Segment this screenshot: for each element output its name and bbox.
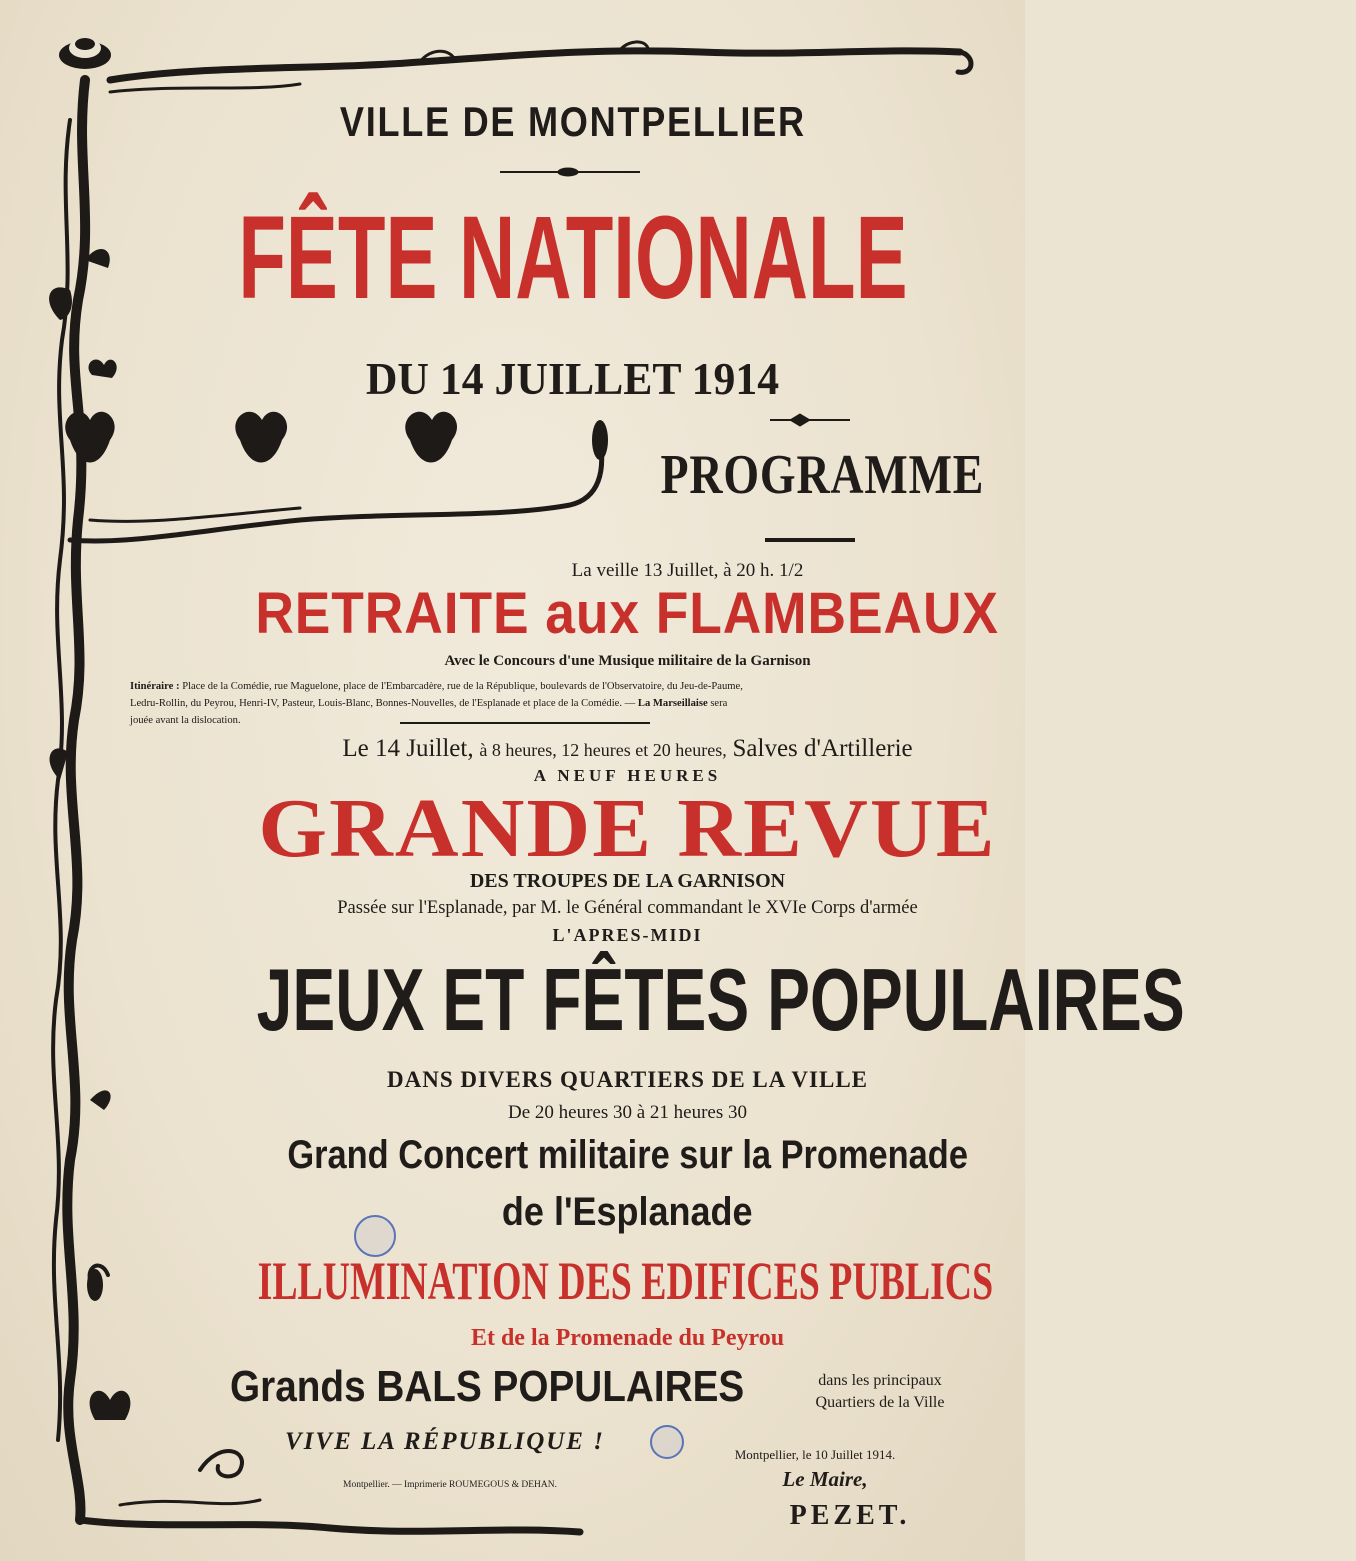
signed-place-date: Montpellier, le 10 Juillet 1914. — [734, 1447, 896, 1462]
concert-time: De 20 heures 30 à 21 heures 30 — [507, 1102, 747, 1123]
programme-heading: PROGRAMME — [660, 444, 985, 506]
event-date: DU 14 JUILLET 1914 — [365, 353, 780, 404]
peyrou-line: Et de la Promenade du Peyrou — [470, 1325, 785, 1351]
itineraire-paragraph: Itinéraire : Place de la Comédie, rue Maguelone, place de l'Embarcadère, rue de la République, boulevards de l'Observatoire, du Jeu-de-Paume, Ledru-Rollin, du Peyrou, Henri-IV, Pasteur, Louis-Blanc, Bonnes-Nouvelles, de l'Esplanade et place de la Comédie. — La Marseillaise sera jouée avant la dislocation. — [130, 681, 743, 726]
concert-line-2: de l'Esplanade — [502, 1190, 753, 1234]
bals-title: Grands BALS POPULAIRES — [230, 1362, 745, 1411]
marseillaise: La Marseillaise — [637, 698, 708, 709]
page-title: FÊTE NATIONALE — [237, 192, 908, 324]
maire-label: Le Maire, — [782, 1467, 868, 1491]
concert-line-1: Grand Concert militaire sur la Promenade — [287, 1133, 968, 1177]
library-stamp — [650, 1425, 684, 1459]
revue-detail: Passée sur l'Esplanade, par M. le Général commandant le XVIe Corps d'armée — [337, 898, 918, 918]
city-name: VILLE DE MONTPELLIER — [339, 98, 806, 145]
veille-time: La veille 13 Juillet, à 20 h. 1/2 — [571, 560, 804, 581]
retraite-title: RETRAITE aux FLAMBEAUX — [255, 581, 1000, 646]
vive-la-republique: VIVE LA RÉPUBLIQUE ! — [285, 1428, 605, 1455]
neuf-heures: A NEUF HEURES — [533, 766, 722, 785]
itineraire-label: Itinéraire : — [130, 681, 180, 692]
salves-line: Le 14 Juillet, à 8 heures, 12 heures et 20 heures, Salves d'Artillerie — [342, 735, 913, 762]
jeux-subtitle: DANS DIVERS QUARTIERS DE LA VILLE — [386, 1067, 869, 1092]
bals-where: dans les principaux Quartiers de la Ville — [815, 1372, 945, 1411]
retraite-subtitle: Avec le Concours d'une Musique militaire de la Garnison — [444, 653, 811, 669]
jeux-title: JEUX ET FÊTES POPULAIRES — [256, 950, 1185, 1049]
revue-title: GRANDE REVUE — [258, 782, 997, 875]
illumination-title: ILLUMINATION DES EDIFICES PUBLICS — [257, 1251, 994, 1311]
imprimerie-credit: Montpellier. — Imprimerie ROUMEGOUS & DEHAN. — [343, 1480, 557, 1490]
revue-subtitle: DES TROUPES DE LA GARNISON — [469, 870, 786, 892]
maire-name: PEZET. — [789, 1500, 911, 1531]
apres-midi: L'APRES-MIDI — [552, 925, 703, 945]
